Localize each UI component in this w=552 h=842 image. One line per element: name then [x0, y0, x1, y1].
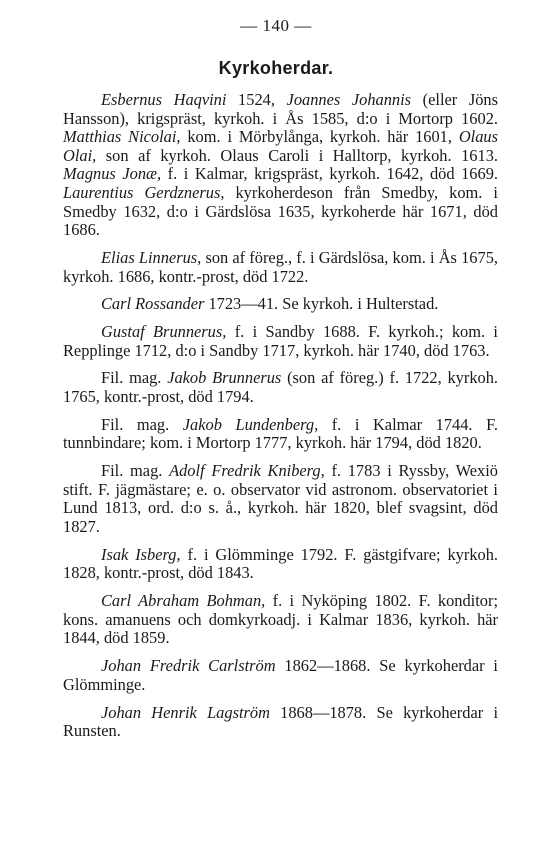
- entry: [63, 295, 498, 314]
- entry-list: [63, 91, 498, 750]
- section-heading: Kyrkoherdar.: [218, 58, 334, 78]
- entry-text: kyrkoherdeson från Smedby, kom. i Smedby 1632, d:o i Gärdslösa 1635, kyrkoherde här 1671, död 1686.: [63, 182, 498, 240]
- entry-text: kom. i Mörbylånga, kyrkoh. här 1601,: [180, 127, 459, 147]
- entry: [63, 546, 498, 583]
- entry: [63, 249, 498, 286]
- person-name: Olaus Olai,: [63, 127, 498, 165]
- entry-text: f. i Sandby 1688. F. kyrkoh.; kom. i Repplinge 1712, d:o i Sandby 1717, kyrkoh. här 1740, död 1763.: [63, 322, 498, 360]
- person-name: Johan Henrik Lagström: [101, 702, 270, 722]
- entry-text: 1723—41. Se kyrkoh. i Hulterstad.: [204, 294, 439, 314]
- entry-text: 1862—1868. Se kyrkoherdar i Glömminge.: [63, 656, 498, 694]
- entry: [63, 704, 498, 741]
- person-name: Esbernus Haqvini: [101, 90, 227, 109]
- person-name: Gustaf Brunnerus,: [101, 322, 227, 342]
- person-name: Jakob Lundenberg,: [182, 414, 319, 434]
- person-name: Joannes Johannis: [286, 90, 412, 109]
- entry-text: f. i Glömminge 1792. F. gästgifvare; kyrkoh. 1828, kontr.-prost, död 1843.: [63, 544, 499, 583]
- person-name: Magnus Jonæ,: [63, 164, 162, 184]
- page-number: — 140 —: [240, 16, 312, 35]
- entry-text: Fil. mag.: [101, 368, 168, 388]
- entry: [63, 462, 498, 536]
- person-name: Carl Abraham Bohman,: [101, 591, 266, 611]
- entry: [63, 369, 498, 406]
- person-name: Isak Isberg,: [101, 544, 181, 564]
- entry: [63, 416, 498, 453]
- person-name: Johan Fredrik Carlström: [101, 656, 276, 676]
- entry-text: f. i Kalmar, krigspräst, kyrkoh. 1642, död 1669.: [161, 164, 498, 184]
- person-name: Matthias Nicolai,: [63, 127, 181, 147]
- entry: [63, 657, 498, 694]
- entry: [63, 91, 498, 240]
- entry-text: (eller Jöns Hansson), krigspräst, kyrkoh. i Ås 1585, d:o i Mortorp 1602.: [63, 90, 499, 128]
- entry-text: son af föreg., f. i Gärdslösa, kom. i Ås 1675, kyrkoh. 1686, kontr.-prost, död 1722.: [63, 247, 498, 286]
- entry-text: 1524,: [226, 90, 287, 109]
- entry-text: (son af föreg.) f. 1722, kyrkoh. 1765, kontr.-prost, död 1794.: [63, 368, 499, 407]
- person-name: Carl Rossander: [101, 294, 205, 314]
- person-name: Adolf Fredrik Kniberg,: [169, 461, 325, 481]
- entry-text: son af kyrkoh. Olaus Caroli i Halltorp, kyrkoh. 1613.: [96, 145, 498, 165]
- entry-text: 1868—1878. Se kyrkoherdar i Runsten.: [63, 702, 498, 741]
- person-name: Elias Linnerus,: [101, 247, 202, 267]
- person-name: Laurentius Gerdznerus,: [63, 182, 225, 202]
- entry-text: Fil. mag.: [101, 461, 170, 481]
- entry: [63, 592, 498, 648]
- entry-text: f. i Nyköping 1802. F. konditor; kons. amanuens och domkyrkoadj. i Kalmar 1836, kyrkoh. här 1844, död 1859.: [63, 591, 499, 648]
- entry-text: Fil. mag.: [101, 414, 183, 434]
- person-name: Jakob Brunnerus: [167, 368, 282, 388]
- entry: [63, 323, 498, 360]
- entry-text: f. 1783 i Ryssby, Wexiö stift. F. jägmästare; e. o. observator vid astronom. observatoriet i Lund 1813, ord. d:o s. å., kyrkoh. här 1820, blef svagsint, död 1827.: [63, 461, 498, 536]
- entry-text: f. i Kalmar 1744. F. tunnbindare; kom. i Mortorp 1777, kyrkoh. här 1794, död 1820.: [63, 414, 498, 453]
